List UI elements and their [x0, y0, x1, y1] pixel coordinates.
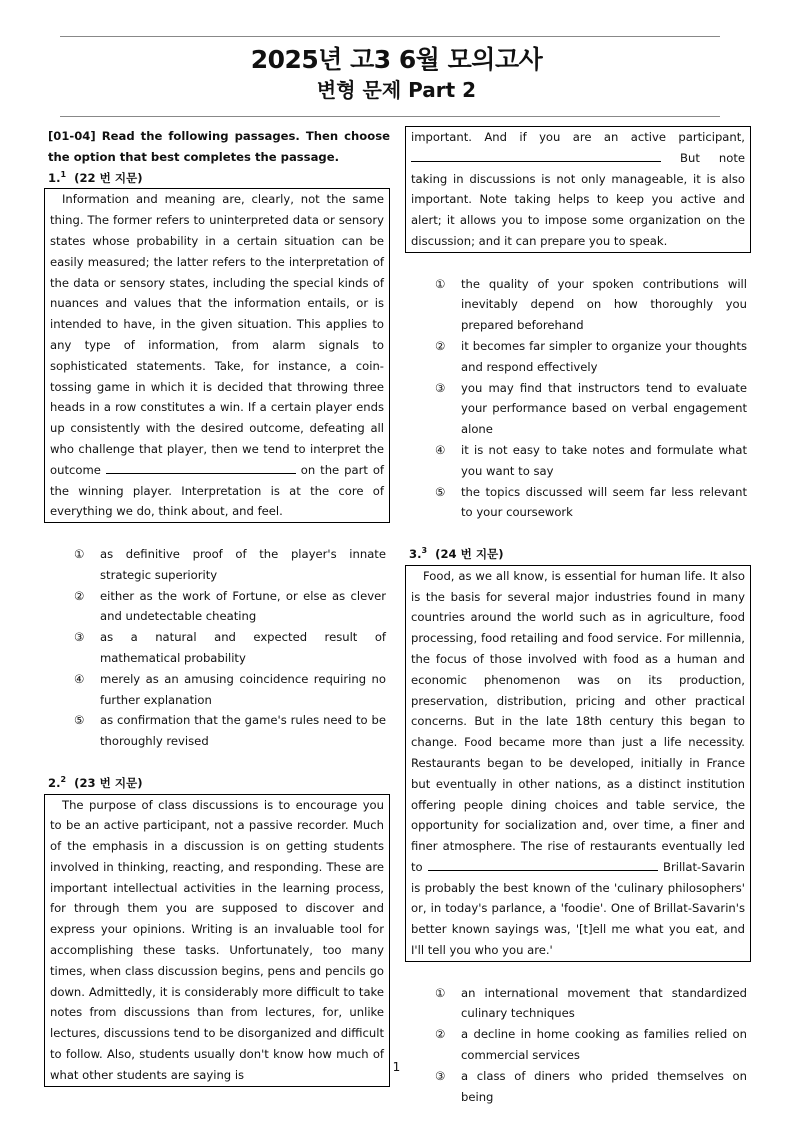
question-2-number: 2.: [48, 775, 61, 790]
question-1-footnote-mark: 1: [60, 169, 67, 179]
question-1-option-2[interactable]: [44, 586, 390, 628]
question-3-source: (24 번 지문): [435, 546, 504, 561]
question-3-answer-blank: [428, 859, 658, 871]
option-number: ②: [435, 338, 446, 353]
question-2-option-1[interactable]: [405, 274, 751, 336]
question-2-option-4[interactable]: [405, 440, 751, 482]
instructions: [01-04] Read the following passages. Then choose the option that best completes the passage.: [48, 129, 390, 164]
question-2-passage-box: [44, 794, 390, 1087]
question-1-passage-ending: on the part of the winning player. Interpretation is at the core of everything we do, think about, and feel.: [50, 462, 384, 519]
option-number: ④: [435, 442, 446, 457]
option-text: either as the work of Fortune, or else as clever and undetectable cheating: [100, 588, 386, 624]
question-3-heading: [409, 544, 751, 565]
option-number: ③: [435, 1068, 446, 1083]
option-number: ①: [435, 276, 446, 291]
question-1-number: 1.: [48, 170, 61, 185]
question-1-option-5[interactable]: [44, 710, 390, 752]
option-number: ②: [435, 1027, 446, 1042]
question-1-option-3[interactable]: [44, 627, 390, 669]
left-column: [44, 126, 390, 1087]
question-2-source: (23 번 지문): [74, 775, 143, 790]
page-number: 1: [392, 1060, 401, 1074]
question-2-option-5[interactable]: [405, 482, 751, 524]
option-text: you may find that instructors tend to evaluate your performance based on verbal engagement alone: [461, 380, 747, 437]
question-1-options: [44, 544, 390, 752]
page-subtitle: 변형 문제 Part 2: [316, 78, 477, 102]
question-3-passage-box: [405, 565, 751, 962]
question-1-heading: [48, 168, 390, 189]
option-text: as a natural and expected result of mathematical probability: [100, 630, 386, 665]
question-3-number: 3.: [409, 546, 422, 561]
option-text: an international movement that standardized culinary techniques: [461, 985, 747, 1021]
question-1-option-4[interactable]: [44, 669, 390, 711]
question-2-option-3[interactable]: [405, 378, 751, 440]
question-3-options: [405, 983, 751, 1108]
question-3-option-1[interactable]: [405, 983, 751, 1025]
page-title: 2025년 고3 6월 모의고사: [250, 45, 543, 74]
option-text: the topics discussed will seem far less relevant to your coursework: [461, 484, 747, 520]
question-2-passage-continued: important. And if you are an active participant,: [411, 130, 745, 144]
question-2-answer-blank: [411, 150, 661, 162]
question-1-passage-box: [44, 188, 390, 523]
option-number: ④: [74, 671, 85, 686]
question-2-heading: [48, 773, 390, 794]
top-rule: [60, 36, 720, 37]
option-number: ⑤: [74, 713, 85, 728]
question-3-passage-ending: Brillat-Savarin is probably the best known of the 'culinary philosophers' or, in today's parlance, a 'foodie'. One of Brillat-Savarin's better known sayings was, '[t]ell me what you eat, and I'll tell you who you are.': [411, 859, 745, 958]
option-text: as confirmation that the game's rules need to be thoroughly revised: [100, 713, 386, 749]
option-text: as definitive proof of the player's innate strategic superiority: [100, 546, 386, 582]
option-text: it is not easy to take notes and formulate what you want to say: [461, 442, 747, 478]
header-bottom-rule: [60, 116, 720, 117]
question-3-passage-text: Food, as we all know, is essential for human life. It also is the basis for several major industries found in many countries around the world such as in agriculture, food processing, food retailing and food service. For millennia, the focus of those involved with food as a human and economic phenomenon was on its production, preservation, distribution, pricing and other practical concerns. But in the late 18th century this began to change. Food became more than just a life necessity. Restaurants began to be developed, initially in France but eventually in other nations, as a distinct institution offering people dining choices and table service, the opportunity for socialization and, over time, a finer and finer atmosphere. The rise of restaurants eventually led to: [411, 568, 745, 874]
option-number: ③: [74, 630, 85, 645]
option-text: a class of diners who prided themselves on being: [461, 1068, 747, 1104]
question-1-answer-blank: [106, 462, 296, 474]
option-number: ②: [74, 588, 85, 603]
question-1-option-1[interactable]: [44, 544, 390, 586]
question-2-options: [405, 274, 751, 524]
option-number: ①: [74, 546, 85, 561]
question-2-passage-text: The purpose of class discussions is to encourage you to be an active participant, not a passive recorder. Much of the emphasis in a discussion is on getting students involved in thinking, reacting, and responding. These are important intellectual activities in the learning process, for through them you are supposed to discover and express your opinions. Writing is an invaluable tool for accomplishing these tasks. Unfortunately, too many times, when class discussion begins, pens and pencils go down. Admittedly, it is considerably more difficult to take notes from discussions than from lectures, for, unlike lectures, discussions tend to be disorganized and difficult to follow. Also, students usually don't know how much of what other students are saying is: [50, 797, 384, 1082]
question-2-passage-ending: But note taking in discussions is not only manageable, it is also important. Note taking helps to keep you active and alert; it allows you to impose some organization on the discussion; and it can prepare you to speak.: [411, 150, 745, 248]
option-number: ⑤: [435, 484, 446, 499]
question-2-passage-continued-box: [405, 126, 751, 253]
option-text: a decline in home cooking as families relied on commercial services: [461, 1027, 747, 1063]
question-3-footnote-mark: 3: [421, 546, 428, 556]
option-text: merely as an amusing coincidence requiring no further explanation: [100, 671, 386, 707]
question-1-source: (22 번 지문): [74, 170, 143, 185]
option-number: ③: [435, 380, 446, 395]
question-1-passage-text: Information and meaning are, clearly, not the same thing. The former refers to uninterpreted data or sensory states whose probability in a certain situation can be easily measured; the latter refers to the interpretation of the data or sensory states, including the special kinds of nuances and values that the information entails, or is intended to have, in the given situation. This applies to any type of information, from alarm signals to sophisticated statements. Take, for instance, a coin-tossing game in which it is decided that throwing three heads in a row constitutes a win. If a certain player ends up consistently with the desired outcome, defeating all who challenge that player, then we tend to interpret the outcome: [50, 192, 384, 477]
option-text: it becomes far simpler to organize your thoughts and respond effectively: [461, 338, 747, 374]
option-text: the quality of your spoken contributions will inevitably depend on how thoroughly you prepared beforehand: [461, 276, 747, 333]
question-2-option-2[interactable]: [405, 336, 751, 378]
question-2-footnote-mark: 2: [60, 774, 67, 784]
option-number: ①: [435, 985, 446, 1000]
right-column: [405, 126, 751, 1107]
